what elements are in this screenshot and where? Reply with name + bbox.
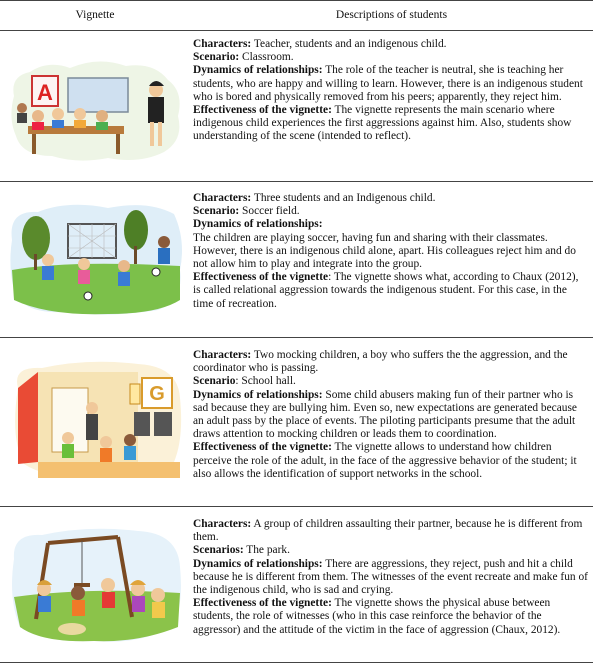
dynamics-label: Dynamics of relationships: bbox=[193, 218, 323, 231]
characters-text: Three students and an Indigenous child. bbox=[253, 192, 436, 204]
dynamics-text: There are aggressions, they reject, push and hit a child because he is different from them. The witnesses of the event recreate and make fun of the indigenous child, who is sad and crying. bbox=[193, 557, 588, 597]
park-illustration bbox=[8, 523, 184, 645]
effectiveness-line bbox=[193, 271, 588, 311]
table-row-hall bbox=[0, 338, 593, 506]
dynamics-text: The role of the teacher is neutral, she is teaching her students, who are happy and willing to learn. However, there is an indigenous student who is bored and physically removed from his peers; apparently, they reject him. bbox=[193, 64, 583, 103]
scenario-label: Scenarios: bbox=[193, 544, 244, 557]
characters-text: Two mocking children, a boy who suffers the the aggression, and the coordinator who is passing. bbox=[193, 349, 568, 375]
effectiveness-label: Effectiveness of the vignette: bbox=[193, 104, 332, 117]
dynamics-label: Dynamics of relationships: bbox=[193, 557, 323, 570]
characters-text: A group of children assaulting their partner, because he is different from them. bbox=[193, 518, 583, 544]
scenario-text: : School hall. bbox=[235, 375, 296, 388]
effectiveness-label: Effectiveness of the vignette bbox=[193, 271, 329, 284]
effectiveness-line bbox=[193, 104, 588, 144]
row-description bbox=[193, 192, 588, 311]
row-description bbox=[193, 518, 588, 637]
scenario-line bbox=[193, 205, 588, 218]
school-hall-illustration bbox=[8, 358, 184, 482]
header-vignette: Vignette bbox=[75, 9, 115, 21]
scenario-line bbox=[193, 375, 588, 388]
dynamics-text: Some child abusers making fun of their partner who is sad because they are bullying him. Even so, new expectations are generated because an adult pass by the place of events. The piloting participants presume that the adult draws attention to mocking children or leads them to coordination. bbox=[193, 388, 577, 441]
scenario-label: Scenario: bbox=[193, 205, 240, 218]
table-bottom-rule bbox=[0, 662, 593, 663]
dynamics-label: Dynamics of relationships: bbox=[193, 388, 323, 401]
effectiveness-line bbox=[193, 597, 588, 637]
characters-text: Teacher, students and an indigenous child. bbox=[253, 38, 447, 50]
effectiveness-text: The vignette shows the physical abuse between students, the role of witnesses (who in this case reinforce the behavior of the aggressor) and the attitude of the victim in the face of aggression (Chaux, 2012). bbox=[193, 597, 561, 636]
characters-label: Characters: bbox=[193, 349, 252, 361]
header-descriptions: Descriptions of students bbox=[335, 9, 448, 21]
scenario-text: Soccer field. bbox=[242, 205, 300, 218]
scenario-text: Classroom. bbox=[242, 51, 294, 64]
effectiveness-text: : The vignette shows what, according to Chaux (2012), is called relational aggression towards the indigenous student. For this case, in the time of recreation. bbox=[193, 271, 579, 310]
characters-line bbox=[193, 518, 588, 544]
table-row-park bbox=[0, 507, 593, 662]
characters-line bbox=[193, 192, 588, 205]
dynamics-label: Dynamics of relationships: bbox=[193, 64, 323, 77]
characters-line bbox=[193, 349, 588, 375]
dynamics-text: The children are playing soccer, having fun and sharing with their classmates. However, there is an indigenous child alone, apart. His colleagues reject him and do not allow him to play and integrate into the group. bbox=[193, 231, 576, 271]
table-row-classroom bbox=[0, 31, 593, 181]
characters-label: Characters: bbox=[193, 518, 252, 530]
dynamics-line bbox=[193, 389, 588, 442]
board-letter: A bbox=[37, 80, 53, 105]
scenario-text: The park. bbox=[246, 544, 290, 557]
characters-line bbox=[193, 38, 588, 51]
row-description bbox=[193, 38, 588, 144]
row-description bbox=[193, 349, 588, 481]
effectiveness-text: The vignette represents the main scenario where indigenous child experiences the first aggressions against him. Also, students show understanding of the scene (intended to reflect). bbox=[193, 104, 572, 143]
effectiveness-label: Effectiveness of the vignette: bbox=[193, 441, 332, 454]
scenario-line bbox=[193, 51, 588, 64]
wall-letter: G bbox=[149, 383, 165, 405]
effectiveness-label: Effectiveness of the vignette: bbox=[193, 597, 332, 610]
characters-label: Characters: bbox=[193, 192, 252, 204]
dynamics-line bbox=[193, 218, 588, 231]
effectiveness-line bbox=[193, 441, 588, 481]
scenario-line bbox=[193, 544, 588, 557]
effectiveness-text: The vignette allows to understand how children perceive the role of the adult, in the face of the aggressive behavior of the student; it also allows the identification of support networks in the school. bbox=[193, 441, 577, 480]
scenario-label: Scenario bbox=[193, 375, 236, 388]
dynamics-line bbox=[193, 558, 588, 598]
table-row-soccer bbox=[0, 182, 593, 337]
classroom-illustration bbox=[8, 56, 184, 164]
soccer-illustration bbox=[8, 200, 184, 318]
scenario-label: Scenario: bbox=[193, 51, 240, 64]
dynamics-line bbox=[193, 64, 588, 104]
characters-label: Characters: bbox=[193, 38, 252, 50]
